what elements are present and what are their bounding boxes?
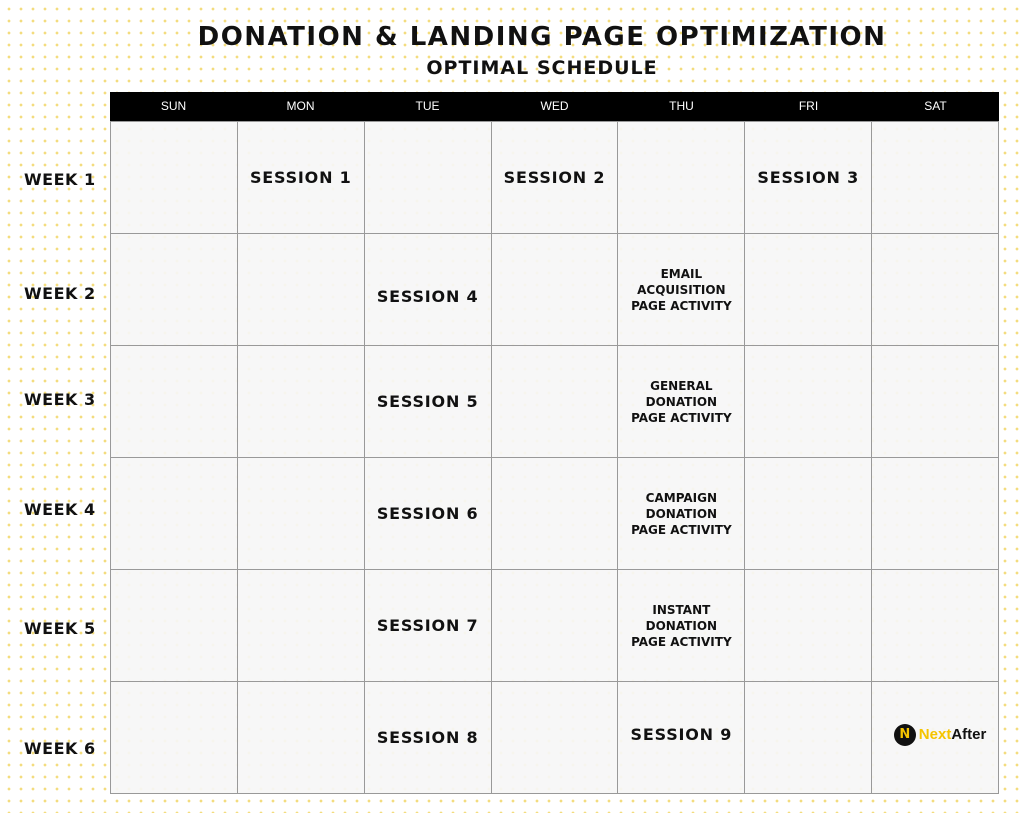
cell-w3-sun bbox=[111, 346, 238, 458]
cell-w2-thu bbox=[618, 234, 745, 346]
day-header-sun: SUN bbox=[160, 99, 187, 113]
nextafter-logo bbox=[894, 724, 987, 746]
activity-label: GENERAL DONATION PAGE ACTIVITY bbox=[631, 378, 732, 425]
cell-w1-fri bbox=[745, 122, 872, 234]
cell-w3-wed bbox=[492, 346, 619, 458]
day-header-mon: MON bbox=[286, 99, 315, 113]
week-label-1: WEEK 1 bbox=[24, 170, 96, 189]
session-label: SESSION 5 bbox=[376, 392, 479, 411]
session-label: SESSION 2 bbox=[503, 168, 606, 187]
schedule-grid bbox=[110, 121, 999, 794]
cell-w1-sat bbox=[872, 122, 999, 234]
cell-w4-tue bbox=[365, 458, 492, 570]
session-label: SESSION 8 bbox=[376, 728, 479, 747]
session-label: SESSION 4 bbox=[376, 287, 479, 306]
cell-w3-tue bbox=[365, 346, 492, 458]
cell-w6-thu bbox=[618, 682, 745, 794]
cell-w5-wed bbox=[492, 570, 619, 682]
cell-w3-sat bbox=[872, 346, 999, 458]
cell-w5-tue bbox=[365, 570, 492, 682]
cell-w2-wed bbox=[492, 234, 619, 346]
cell-w4-sat bbox=[872, 458, 999, 570]
cell-w2-sun bbox=[111, 234, 238, 346]
cell-w6-mon bbox=[238, 682, 365, 794]
cell-w6-wed bbox=[492, 682, 619, 794]
cell-w3-mon bbox=[238, 346, 365, 458]
day-header-thu: THU bbox=[669, 99, 694, 113]
logo-word-after: After bbox=[951, 726, 987, 743]
session-label: SESSION 1 bbox=[249, 168, 352, 187]
cell-w5-sun bbox=[111, 570, 238, 682]
cell-w5-thu bbox=[618, 570, 745, 682]
cell-w3-fri bbox=[745, 346, 872, 458]
week-label-2: WEEK 2 bbox=[24, 284, 96, 303]
cell-w1-sun bbox=[111, 122, 238, 234]
logo-word-next: Next bbox=[918, 726, 952, 743]
week-label-4: WEEK 4 bbox=[24, 500, 96, 519]
cell-w3-thu bbox=[618, 346, 745, 458]
day-header-bar bbox=[110, 92, 999, 121]
cell-w1-wed bbox=[492, 122, 619, 234]
cell-w1-mon bbox=[238, 122, 365, 234]
cell-w6-sat bbox=[872, 682, 999, 794]
day-header-tue: TUE bbox=[415, 99, 440, 113]
week-label-5: WEEK 5 bbox=[24, 619, 96, 638]
cell-w5-mon bbox=[238, 570, 365, 682]
cell-w1-thu bbox=[618, 122, 745, 234]
cell-w4-thu bbox=[618, 458, 745, 570]
week-label-6: WEEK 6 bbox=[24, 739, 96, 758]
session-label: SESSION 3 bbox=[757, 168, 860, 187]
page-subtitle: OPTIMAL SCHEDULE bbox=[426, 57, 658, 79]
week-label-3: WEEK 3 bbox=[24, 390, 96, 409]
day-header-sat: SAT bbox=[924, 99, 947, 113]
cell-w1-tue bbox=[365, 122, 492, 234]
cell-w5-sat bbox=[872, 570, 999, 682]
cell-w6-tue bbox=[365, 682, 492, 794]
cell-w2-fri bbox=[745, 234, 872, 346]
session-label: SESSION 6 bbox=[376, 504, 479, 523]
cell-w4-mon bbox=[238, 458, 365, 570]
day-header-fri: FRI bbox=[798, 99, 819, 113]
cell-w2-mon bbox=[238, 234, 365, 346]
cell-w5-fri bbox=[745, 570, 872, 682]
cell-w2-tue bbox=[365, 234, 492, 346]
cell-w4-sun bbox=[111, 458, 238, 570]
activity-label: CAMPAIGN DONATION PAGE ACTIVITY bbox=[631, 490, 732, 537]
page-title: DONATION & LANDING PAGE OPTIMIZATION bbox=[197, 22, 887, 52]
cell-w6-fri bbox=[745, 682, 872, 794]
logo-n-icon: N bbox=[894, 724, 916, 746]
cell-w2-sat bbox=[872, 234, 999, 346]
cell-w4-fri bbox=[745, 458, 872, 570]
cell-w4-wed bbox=[492, 458, 619, 570]
cell-w6-sun bbox=[111, 682, 238, 794]
activity-label: EMAIL ACQUISITION PAGE ACTIVITY bbox=[631, 266, 732, 313]
day-header-wed: WED bbox=[540, 99, 569, 113]
activity-label: INSTANT DONATION PAGE ACTIVITY bbox=[631, 602, 732, 649]
session-label: SESSION 9 bbox=[630, 725, 733, 744]
session-label: SESSION 7 bbox=[376, 616, 479, 635]
